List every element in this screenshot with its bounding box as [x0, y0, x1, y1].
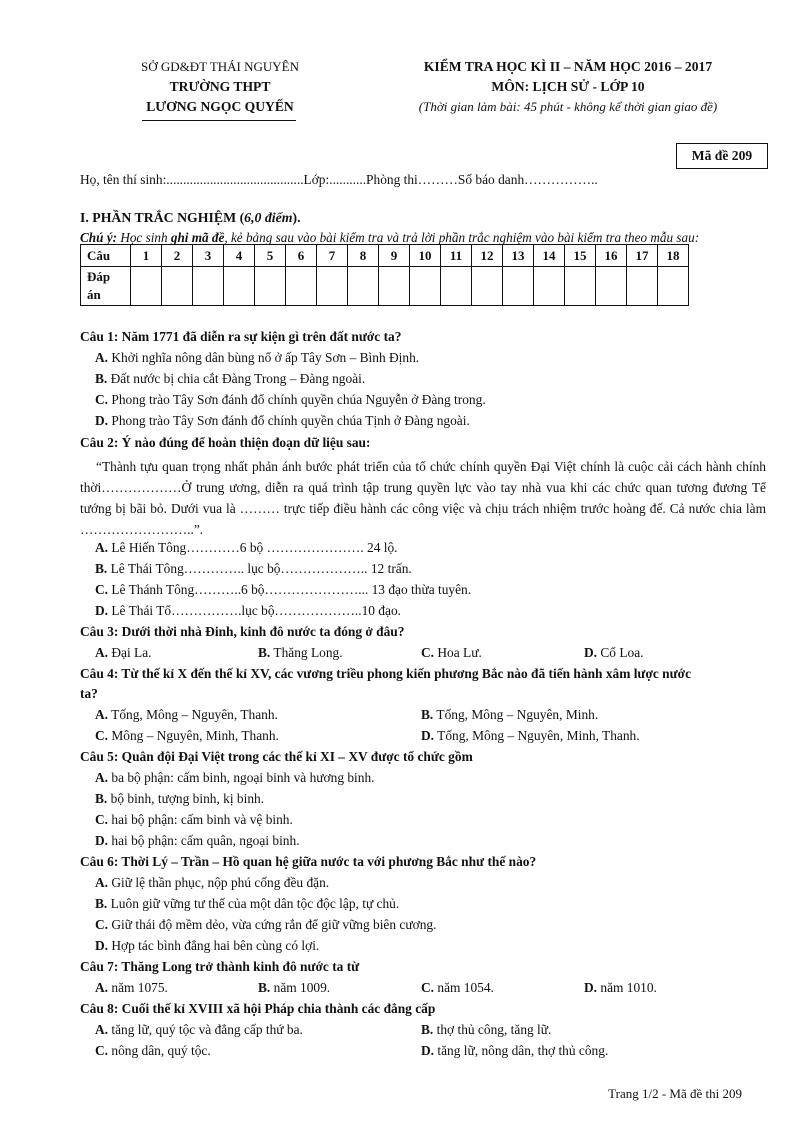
student-info-line: Họ, tên thí sinh:.........................................Lớp:...........Phòng thi………Số báo danh……………..: [80, 172, 598, 187]
option-text: Lê Thái Tông………….. lục bộ……………….. 12 trấn.: [107, 561, 412, 576]
question-1-option-a: [95, 350, 419, 366]
option-text: Đại La.: [108, 645, 152, 660]
answer-cell[interactable]: [410, 267, 441, 306]
option-text: năm 1010.: [597, 980, 657, 995]
question-6-stem: Câu 6: Thời Lý – Trần – Hồ quan hệ giữa nước ta với phương Bắc như thế nào?: [80, 854, 537, 869]
option-key: D.: [95, 833, 109, 848]
option-text: thợ thủ công, tăng lữ.: [433, 1022, 552, 1037]
exam-title: KIỂM TRA HỌC KÌ II – NĂM HỌC 2016 – 2017: [423, 59, 713, 74]
department-name: SỞ GD&ĐT THÁI NGUYÊN: [140, 59, 300, 74]
option-text: tăng lữ, quý tộc và đẳng cấp thứ ba.: [108, 1022, 303, 1037]
option-key: D.: [95, 603, 109, 618]
answer-cell[interactable]: [317, 267, 348, 306]
header-right: [378, 57, 758, 117]
exam-code-box: Mã đề 209: [676, 143, 768, 169]
question-8-option-d: [421, 1043, 608, 1059]
question-7-option-b: [258, 980, 330, 996]
option-text: Giữ lệ thần phục, nộp phú cống đều đặn.: [108, 875, 330, 890]
option-text: Luôn giữ vững tư thế của một dân tộc độc lập, tự chủ.: [107, 896, 400, 911]
note-post: , kẻ bảng sau vào bài kiểm tra và trả lời phần trắc nghiệm vào bài kiểm tra theo mẫu sau:: [224, 230, 700, 245]
question-4-stem-line1: Câu 4: Từ thế kỉ X đến thế kỉ XV, các vương triều phong kiến phương Bắc nào đã tiến hành xâm lược nước: [80, 666, 692, 681]
option-text: Phong trào Tây Sơn đánh đổ chính quyền chúa Tịnh ở Đàng ngoài.: [108, 413, 470, 428]
question-8-option-c: [95, 1043, 211, 1059]
answer-table-head-cell: Câu: [81, 245, 131, 267]
option-text: Tống, Mông – Nguyên, Minh.: [433, 707, 599, 722]
answer-cell[interactable]: [286, 267, 317, 306]
school-name-line2: LƯƠNG NGỌC QUYẾN: [146, 99, 294, 114]
question-8-option-a: [95, 1022, 303, 1038]
section-title-bold: I. PHẦN TRẮC NGHIỆM (: [80, 210, 245, 225]
option-key: B.: [95, 371, 108, 386]
question-3-option-b: [258, 645, 343, 661]
option-text: Cổ Loa.: [597, 645, 644, 660]
question-7-option-a: [95, 980, 168, 996]
answer-row-head-line1: Đáp: [87, 269, 111, 284]
answer-cell[interactable]: [627, 267, 658, 306]
answer-table-answer-row: [81, 267, 689, 306]
option-text: Khởi nghĩa nông dân bùng nổ ở ấp Tây Sơn – Bình Định.: [108, 350, 420, 365]
section-title-points: 6,0 điểm: [244, 210, 293, 225]
question-8-stem: Câu 8: Cuối thế kỉ XVIII xã hội Pháp chia thành các đẳng cấp: [80, 1001, 436, 1016]
school-name-line1: TRƯỜNG THPT: [169, 79, 271, 94]
question-4-option-b: [421, 707, 598, 723]
question-number-cell: 13: [503, 245, 534, 267]
option-key: D.: [421, 1043, 435, 1058]
question-number-cell: 11: [441, 245, 472, 267]
option-text: hai bộ phận: cấm quân, ngoại binh.: [108, 833, 300, 848]
option-text: Phong trào Tây Sơn đánh đổ chính quyền chúa Nguyễn ở Đàng trong.: [108, 392, 486, 407]
question-4-option-c: [95, 728, 279, 744]
option-key: B.: [421, 707, 434, 722]
question-number-cell: 2: [162, 245, 193, 267]
answer-cell[interactable]: [131, 267, 162, 306]
question-5-stem: Câu 5: Quân đội Đại Việt trong các thế kỉ XI – XV được tổ chức gồm: [80, 749, 473, 764]
option-key: D.: [95, 938, 109, 953]
option-key: C.: [95, 392, 109, 407]
option-key: B.: [258, 645, 271, 660]
question-2-stem: Câu 2: Ý nào đúng để hoàn thiện đoạn dữ liệu sau:: [80, 435, 371, 450]
exam-subject: MÔN: LỊCH SỬ - LỚP 10: [491, 79, 645, 94]
option-key: A.: [95, 875, 109, 890]
answer-cell[interactable]: [379, 267, 410, 306]
option-key: D.: [584, 980, 598, 995]
option-text: ba bộ phận: cấm binh, ngoại binh và hương binh.: [108, 770, 375, 785]
option-text: Đất nước bị chia cắt Đàng Trong – Đàng ngoài.: [107, 371, 366, 386]
answer-cell[interactable]: [224, 267, 255, 306]
question-5-option-d: [95, 833, 300, 849]
option-key: A.: [95, 707, 109, 722]
question-4-option-d: [421, 728, 640, 744]
question-number-cell: 6: [286, 245, 317, 267]
question-1-option-b: [95, 371, 365, 387]
answer-cell[interactable]: [596, 267, 627, 306]
question-5-option-c: [95, 812, 293, 828]
question-3-option-d: [584, 645, 644, 661]
option-key: B.: [95, 791, 108, 806]
option-key: C.: [95, 582, 109, 597]
note-label: Chú ý:: [80, 230, 118, 245]
question-5-option-a: [95, 770, 375, 786]
section-title-end: ).: [292, 210, 301, 225]
option-key: D.: [584, 645, 598, 660]
question-number-cell: 10: [410, 245, 441, 267]
answer-cell[interactable]: [255, 267, 286, 306]
answer-cell[interactable]: [658, 267, 689, 306]
option-text: Giữ thái độ mềm dẻo, vừa cứng rắn để giữ vững biên cương.: [108, 917, 437, 932]
question-1-option-c: [95, 392, 486, 408]
answer-table: [80, 244, 689, 306]
note-emphasis: ghi mã đề: [170, 230, 225, 245]
answer-cell[interactable]: [472, 267, 503, 306]
option-key: C.: [95, 728, 109, 743]
question-number-cell: 15: [565, 245, 596, 267]
option-text: nông dân, quý tộc.: [108, 1043, 211, 1058]
question-1-stem: Câu 1: Năm 1771 đã diễn ra sự kiện gì trên đất nước ta?: [80, 329, 402, 344]
answer-cell[interactable]: [162, 267, 193, 306]
question-3-option-c: [421, 645, 482, 661]
question-number-cell: 4: [224, 245, 255, 267]
option-key: A.: [95, 770, 109, 785]
option-text: hai bộ phận: cấm binh và vệ binh.: [108, 812, 293, 827]
question-number-cell: 17: [627, 245, 658, 267]
question-7-option-c: [421, 980, 494, 996]
note-pre: Học sinh: [117, 230, 171, 245]
option-key: A.: [95, 980, 109, 995]
exam-time-note: (Thời gian làm bài: 45 phút - không kể thời gian giao đề): [418, 99, 718, 114]
question-2-option-d: [95, 603, 401, 619]
question-2-option-c: [95, 582, 471, 598]
option-text: Lê Hiến Tông…………6 bộ …………………. 24 lộ.: [108, 540, 398, 555]
option-text: Hợp tác bình đẳng hai bên cùng có lợi.: [108, 938, 320, 953]
option-key: C.: [95, 812, 109, 827]
section-title: [80, 210, 301, 226]
question-number-cell: 18: [658, 245, 689, 267]
question-7-option-d: [584, 980, 657, 996]
option-text: Lê Thánh Tông………..6 bộ…………………... 13 đạo thừa tuyên.: [108, 582, 472, 597]
question-2-passage: “Thành tựu quan trọng nhất phản ánh bước phát triển của tổ chức chính quyền Đại Việt chính là cuộc cải cách hành chính thời………………Ở trung ương, diễn ra quá trình tập trung quyền lực vào tay nhà vua khi các chức quan tương đương Tể tướng bị bãi bỏ. Dưới vua là ……… trực tiếp điều hành các công việc và chịu trách nhiệm trước hoàng đế. Cả nước chia làm ……………………..”.: [80, 459, 766, 537]
question-5-option-b: [95, 791, 264, 807]
option-key: D.: [421, 728, 435, 743]
option-text: Tống, Mông – Nguyên, Thanh.: [108, 707, 278, 722]
question-2-option-b: [95, 561, 412, 577]
option-key: A.: [95, 645, 109, 660]
question-8-option-b: [421, 1022, 551, 1038]
question-1-option-d: [95, 413, 470, 429]
option-key: B.: [421, 1022, 434, 1037]
question-6-option-b: [95, 896, 399, 912]
question-number-cell: 14: [534, 245, 565, 267]
answer-table-header-row: [81, 245, 689, 267]
question-4-option-a: [95, 707, 278, 723]
option-key: A.: [95, 350, 109, 365]
option-key: C.: [421, 645, 435, 660]
option-key: A.: [95, 540, 109, 555]
option-text: tăng lữ, nông dân, thợ thủ công.: [434, 1043, 609, 1058]
page-footer: Trang 1/2 - Mã đề thi 209: [608, 1086, 742, 1101]
question-7-stem: Câu 7: Thăng Long trở thành kinh đô nước ta từ: [80, 959, 360, 974]
question-number-cell: 7: [317, 245, 348, 267]
answer-cell[interactable]: [503, 267, 534, 306]
answer-row-head-line2: án: [87, 287, 101, 302]
option-key: C.: [95, 917, 109, 932]
option-key: C.: [421, 980, 435, 995]
option-key: B.: [258, 980, 271, 995]
question-number-cell: 8: [348, 245, 379, 267]
question-number-cell: 5: [255, 245, 286, 267]
option-text: năm 1054.: [434, 980, 494, 995]
answer-cell[interactable]: [193, 267, 224, 306]
option-key: A.: [95, 1022, 109, 1037]
answer-row-head-cell: [81, 267, 131, 306]
option-text: bộ binh, tượng binh, kị binh.: [107, 791, 265, 806]
answer-cell[interactable]: [534, 267, 565, 306]
question-6-option-c: [95, 917, 436, 933]
option-text: Mông – Nguyên, Minh, Thanh.: [108, 728, 279, 743]
option-key: B.: [95, 561, 108, 576]
answer-cell[interactable]: [565, 267, 596, 306]
option-text: Tống, Mông – Nguyên, Minh, Thanh.: [434, 728, 640, 743]
question-3-stem: Câu 3: Dưới thời nhà Đinh, kinh đô nước ta đóng ở đâu?: [80, 624, 405, 639]
question-number-cell: 9: [379, 245, 410, 267]
answer-cell[interactable]: [441, 267, 472, 306]
option-text: Thăng Long.: [270, 645, 343, 660]
option-key: B.: [95, 896, 108, 911]
option-text: Lê Thái Tổ…………….lục bộ………………..10 đạo.: [108, 603, 401, 618]
question-6-option-d: [95, 938, 319, 954]
header-left: [120, 57, 320, 117]
option-text: năm 1009.: [270, 980, 331, 995]
question-6-option-a: [95, 875, 329, 891]
question-number-cell: 16: [596, 245, 627, 267]
question-2-option-a: [95, 540, 398, 556]
question-number-cell: 1: [131, 245, 162, 267]
question-3-option-a: [95, 645, 152, 661]
option-text: năm 1075.: [108, 980, 168, 995]
option-key: D.: [95, 413, 109, 428]
option-text: Hoa Lư.: [434, 645, 482, 660]
question-number-cell: 12: [472, 245, 503, 267]
header-underline: [142, 120, 296, 121]
option-key: C.: [95, 1043, 109, 1058]
question-4-stem-line2: ta?: [80, 686, 98, 701]
question-number-cell: 3: [193, 245, 224, 267]
answer-cell[interactable]: [348, 267, 379, 306]
